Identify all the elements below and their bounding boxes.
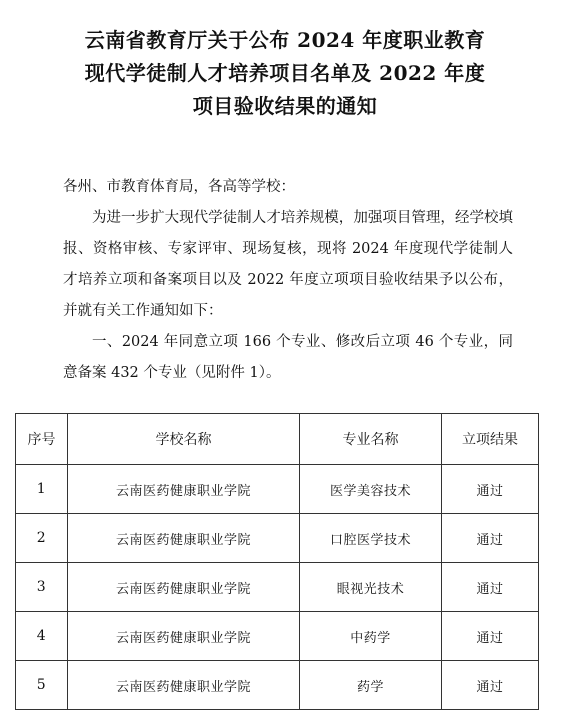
row-result: 通过 [442, 661, 539, 710]
row-major: 口腔医学技术 [300, 514, 442, 563]
row-school: 云南医药健康职业学院 [68, 563, 300, 612]
row-index: 4 [16, 612, 68, 661]
row-major: 药学 [300, 661, 442, 710]
header-major: 专业名称 [300, 414, 442, 465]
row-major: 医学美容技术 [300, 465, 442, 514]
row-index: 5 [16, 661, 68, 710]
table-row [16, 514, 539, 563]
project-result-table [15, 413, 539, 710]
salutation: 各州、市教育体育局，各高等学校： [63, 179, 295, 195]
title-line-1: 云南省教育厅关于公布 2024 年度职业教育 [84, 28, 486, 52]
table-row [16, 465, 539, 514]
title-line-2: 现代学徒制人才培养项目名单及 2022 年度 [84, 61, 486, 85]
header-result: 立项结果 [442, 414, 539, 465]
row-school: 云南医药健康职业学院 [68, 612, 300, 661]
document-title [0, 24, 570, 123]
row-index: 3 [16, 563, 68, 612]
table-row [16, 612, 539, 661]
row-major: 中药学 [300, 612, 442, 661]
row-school: 云南医药健康职业学院 [68, 514, 300, 563]
table-header-row [16, 414, 539, 465]
table-row [16, 563, 539, 612]
title-line-3: 项目验收结果的通知 [192, 94, 378, 118]
item-one-paragraph: 一、2024 年同意立项 166 个专业、修改后立项 46 个专业，同意备案 432 个专业（见附件 1）。 [63, 334, 513, 381]
row-result: 通过 [442, 563, 539, 612]
header-school: 学校名称 [68, 414, 300, 465]
row-result: 通过 [442, 465, 539, 514]
row-index: 2 [16, 514, 68, 563]
intro-paragraph: 为进一步扩大现代学徒制人才培养规模，加强项目管理，经学校填报、资格审核、专家评审、现场复核，现将 2024 年度现代学徒制人才培养立项和备案项目以及 2022 年度立项项目验收结果予以公布，并就有关工作通知如下： [63, 210, 513, 319]
row-result: 通过 [442, 514, 539, 563]
row-school: 云南医药健康职业学院 [68, 661, 300, 710]
row-major: 眼视光技术 [300, 563, 442, 612]
row-school: 云南医药健康职业学院 [68, 465, 300, 514]
document-body [63, 172, 513, 389]
header-index: 序号 [16, 414, 68, 465]
row-index: 1 [16, 465, 68, 514]
table-row [16, 661, 539, 710]
row-result: 通过 [442, 612, 539, 661]
